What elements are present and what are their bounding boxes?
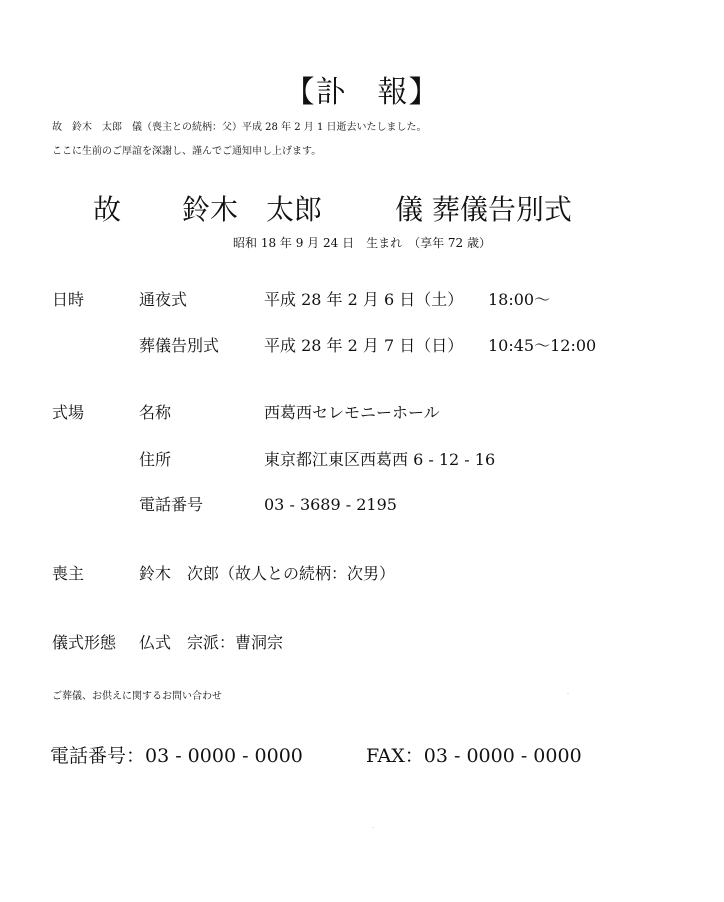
inquiry-note: ご葬儀、お供えに関するお問い合わせ [52, 691, 222, 702]
ceremony-style-value: 仏式 宗派：曹洞宗 [139, 633, 284, 652]
schedule-label: 日時 [52, 290, 85, 309]
ceremony-heading [0, 188, 724, 232]
venue-address: 東京都江東区西葛西 6 - 12 - 16 [264, 450, 496, 469]
ceremony-suffix: 儀 葬儀告別式 [395, 193, 572, 226]
birth-line: 昭和 18 年 9 月 24 日 生まれ （享年 72 歳） [233, 236, 491, 250]
wake-item: 通夜式 [139, 290, 188, 309]
notice-title: 【訃 報】 [284, 75, 440, 110]
funeral-item: 葬儀告別式 [139, 336, 220, 355]
venue-name-item: 名称 [139, 403, 172, 422]
deceased-name: 鈴木 太郎 [182, 193, 323, 226]
ceremony-style-label: 儀式形態 [52, 633, 117, 652]
venue-address-item: 住所 [139, 450, 172, 469]
venue-name: 西葛西セレモニーホール [264, 403, 440, 422]
intro-line-2: ここに生前のご厚誼を深謝し、謹んでご通知申し上げます。 [52, 146, 322, 157]
chief-mourner-label: 喪主 [52, 564, 85, 583]
intro-line-1: 故 鈴木 太郎 儀（喪主との続柄：父）平成 28 年 2 月 1 日逝去いたしました。 [52, 122, 427, 133]
funeral-time: 10:45～12:00 [488, 336, 597, 355]
venue-label: 式場 [52, 403, 85, 422]
funeral-date: 平成 28 年 2 月 7 日（日） [264, 336, 464, 355]
venue-phone: 03 - 3689 - 2195 [264, 495, 397, 514]
ceremony-prefix: 故 [93, 193, 122, 226]
venue-phone-item: 電話番号 [139, 495, 204, 514]
scan-speck [372, 827, 374, 828]
contact-phone: 電話番号：03 - 0000 - 0000 [50, 745, 303, 767]
wake-time: 18:00～ [488, 290, 551, 309]
chief-mourner-value: 鈴木 次郎（故人との続柄：次男） [139, 564, 396, 583]
wake-date: 平成 28 年 2 月 6 日（土） [264, 290, 464, 309]
scan-speck [567, 693, 569, 694]
contact-fax: FAX：03 - 0000 - 0000 [366, 745, 582, 767]
